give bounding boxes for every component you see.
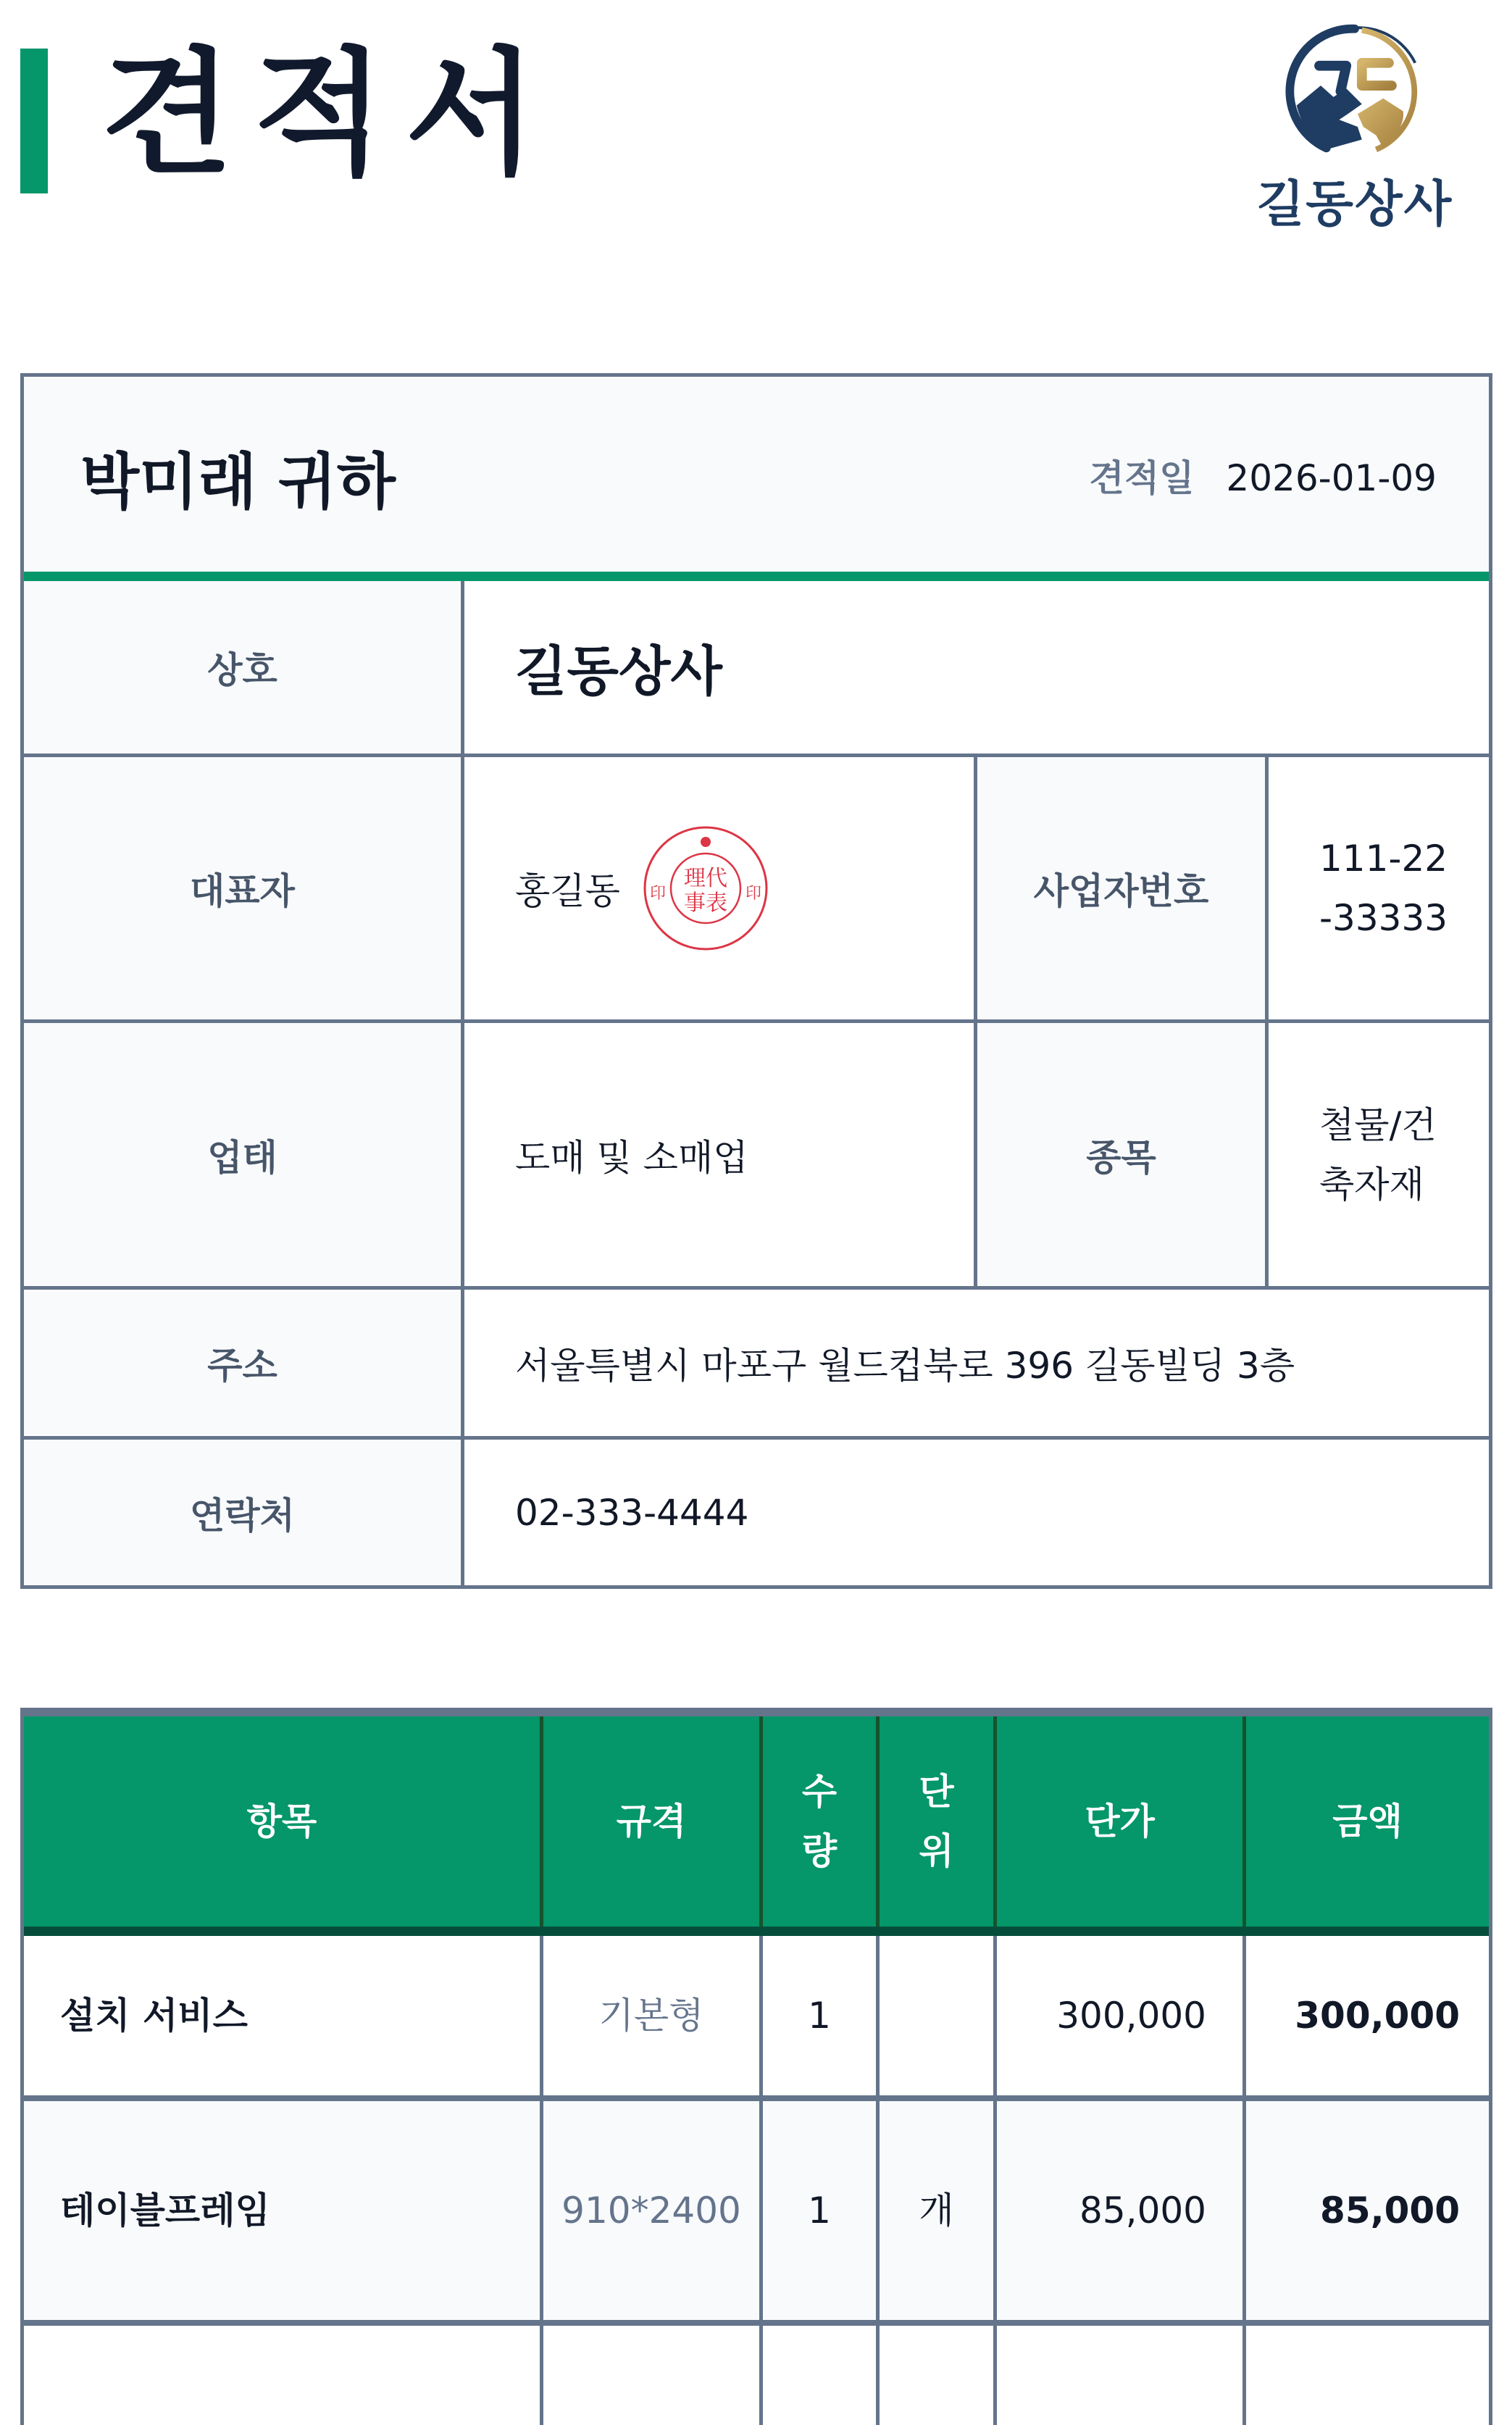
value-business-number: 111-22-33333 (1265, 757, 1489, 1019)
label-contact: 연락처 (24, 1440, 461, 1585)
svg-text:理代: 理代 (683, 866, 727, 891)
items-table-header (24, 1716, 1489, 1936)
col-header-spec: 규격 (540, 1716, 759, 1927)
value-business-name (461, 581, 1489, 754)
label-representative: 대표자 (24, 757, 461, 1019)
col-header-unit: 단위 (876, 1716, 993, 1927)
item-spec: 기본형 (540, 1936, 759, 2095)
col-header-unit-price: 단가 (993, 1716, 1242, 1927)
item-amount (1242, 2326, 1489, 2425)
label-business-type: 업태 (24, 1023, 461, 1286)
value-contact: 02-333-4444 (461, 1440, 1489, 1585)
item-qty (759, 2326, 876, 2425)
svg-text:事表: 事表 (683, 890, 727, 916)
value-business-item: 철물/건축자재 (1265, 1023, 1489, 1286)
table-row (24, 1936, 1489, 2101)
item-qty: 1 (759, 1936, 876, 2095)
item-qty: 1 (759, 2101, 876, 2320)
quote-date-value: 2026-01-09 (1226, 457, 1437, 499)
page-title: 견적서 (101, 35, 557, 193)
label-address: 주소 (24, 1290, 461, 1436)
label-business-name: 상호 (24, 581, 461, 754)
recipient-name: 박미래 귀하 (80, 446, 396, 517)
item-amount: 300,000 (1242, 1936, 1489, 2095)
logo-emblem-icon (1284, 20, 1426, 162)
item-unit (876, 2326, 993, 2425)
item-unit-price (993, 2326, 1242, 2425)
quote-header (24, 377, 1489, 581)
item-spec (540, 2326, 759, 2425)
item-unit-price: 300,000 (993, 1936, 1242, 2095)
item-unit-price: 85,000 (993, 2101, 1242, 2320)
table-row (24, 2101, 1489, 2326)
value-business-type: 도매 및 소매업 (461, 1023, 974, 1286)
label-business-number: 사업자번호 (974, 757, 1265, 1019)
col-header-qty: 수량 (759, 1716, 876, 1927)
quote-date (1090, 449, 1437, 501)
svg-text:印: 印 (649, 885, 666, 903)
label-business-item: 종목 (974, 1023, 1265, 1286)
value-address: 서울특별시 마포구 월드컵북로 396 길동빌딩 3층 (461, 1290, 1489, 1436)
col-header-amount: 금액 (1242, 1716, 1489, 1927)
items-table (20, 1708, 1492, 2425)
title-accent-bar (20, 49, 48, 193)
svg-text:印: 印 (745, 885, 761, 903)
item-name (24, 2326, 540, 2425)
company-logo (1246, 20, 1463, 233)
row-address (24, 1286, 1489, 1436)
business-name-text: 길동상사 (515, 640, 722, 703)
item-unit (876, 1936, 993, 2095)
quote-date-label: 견적일 (1089, 457, 1195, 499)
row-representative (24, 754, 1489, 1019)
table-row (24, 2326, 1489, 2425)
representative-name: 홍길동 (515, 870, 620, 912)
logo-company-name: 길동상사 (1256, 175, 1453, 233)
row-contact (24, 1436, 1489, 1589)
supplier-info-table (20, 373, 1492, 1589)
row-business-name (24, 581, 1489, 754)
item-name: 설치 서비스 (60, 1995, 248, 2037)
value-representative (461, 757, 974, 1019)
item-spec: 910*2400 (540, 2101, 759, 2320)
col-header-item: 항목 (246, 1800, 317, 1842)
item-unit: 개 (876, 2101, 993, 2320)
item-amount: 85,000 (1242, 2101, 1489, 2320)
row-business-type (24, 1019, 1489, 1286)
seal-stamp-icon (640, 823, 771, 953)
item-name: 테이블프레임 (24, 2101, 540, 2320)
